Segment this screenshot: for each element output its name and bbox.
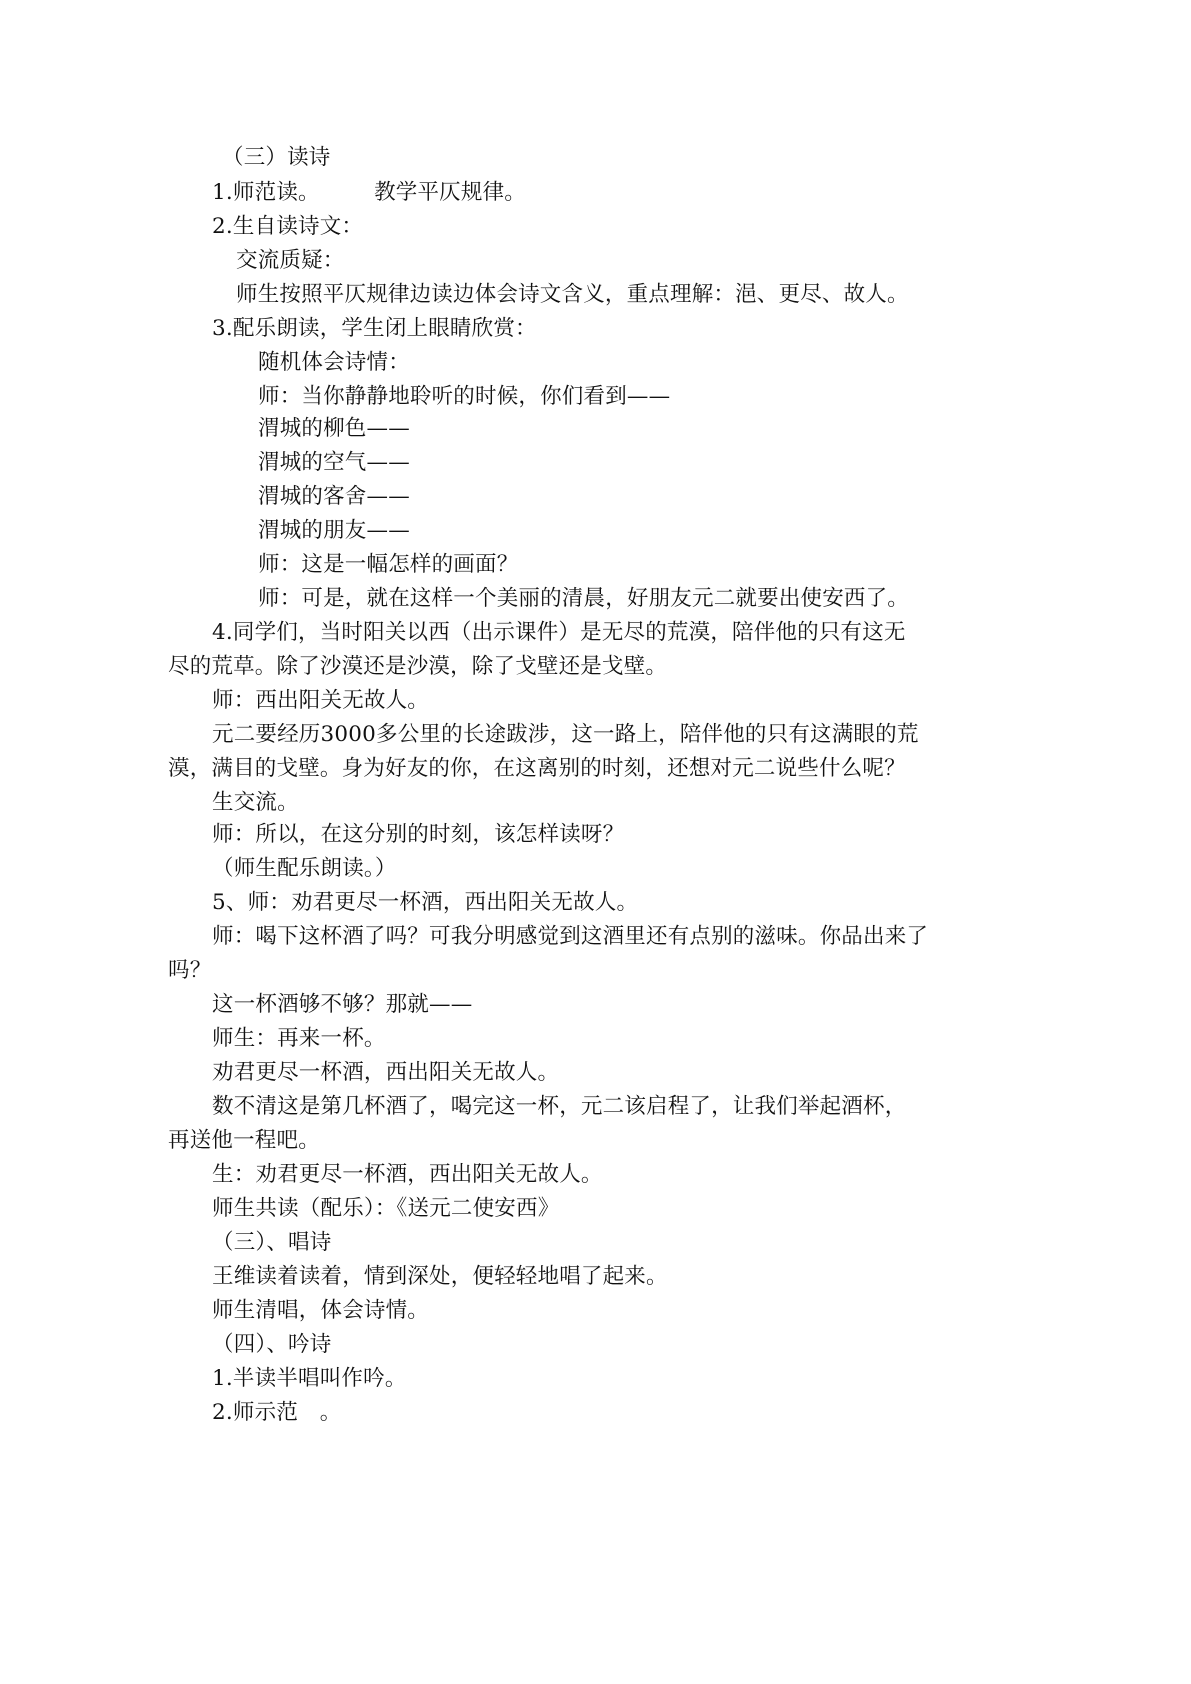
text-line: 尽的荒草。除了沙漠还是沙漠，除了戈壁还是戈壁。 [168, 654, 668, 679]
text-line: 王维读着读着，情到深处，便轻轻地唱了起来。 [212, 1264, 668, 1289]
text-line: 漠，满目的戈壁。身为好友的你，在这离别的时刻，还想对元二说些什么呢？ [168, 756, 906, 781]
text-line: 吗？ [168, 958, 212, 983]
text-line: 师：当你静静地聆听的时候，你们看到—— [258, 384, 671, 409]
text-line: 2.生自读诗文： [212, 214, 364, 239]
section-heading-chant-poem: （四）、吟诗 [212, 1332, 332, 1357]
text-line: 劝君更尽一杯酒，西出阳关无故人。 [212, 1060, 560, 1085]
text-line: 5、师：劝君更尽一杯酒，西出阳关无故人。 [212, 890, 639, 915]
text-line: 师：所以，在这分别的时刻，该怎样读呀？ [212, 822, 625, 847]
text-line: 1.师范读。 教学平仄规律。 [212, 180, 526, 205]
text-line: 元二要经历3000多公里的长途跋涉，这一路上，陪伴他的只有这满眼的荒 [212, 722, 919, 747]
text-line: 师生：再来一杯。 [212, 1026, 386, 1051]
text-line: 师生共读（配乐）：《送元二使安西》 [212, 1196, 560, 1221]
text-line: 师：这是一幅怎样的画面？ [258, 552, 519, 577]
text-line: 随机体会诗情： [258, 350, 410, 375]
section-heading-read-poem: （三）读诗 [222, 145, 331, 170]
text-line: 生：劝君更尽一杯酒，西出阳关无故人。 [212, 1162, 603, 1187]
text-line: 生交流。 [212, 790, 299, 815]
text-line: 师：喝下这杯酒了吗？可我分明感觉到这酒里还有点别的滋味。你品出来了 [212, 924, 929, 949]
text-line: 渭城的空气—— [258, 450, 410, 475]
text-line: 交流质疑： [236, 248, 345, 273]
text-line: 师：可是，就在这样一个美丽的清晨，好朋友元二就要出使安西了。 [258, 586, 910, 611]
text-line: 师生按照平仄规律边读边体会诗文含义，重点理解：浥、更尽、故人。 [236, 282, 909, 307]
text-line: 师：西出阳关无故人。 [212, 688, 430, 713]
text-line: （师生配乐朗读。） [212, 856, 397, 881]
text-line: 4.同学们，当时阳关以西（出示课件）是无尽的荒漠，陪伴他的只有这无 [212, 620, 906, 645]
text-line: 师生清唱，体会诗情。 [212, 1298, 430, 1323]
text-line: 1.半读半唱叫作吟。 [212, 1366, 407, 1391]
section-heading-sing-poem: （三）、唱诗 [212, 1230, 332, 1255]
text-line: 2.师示范 。 [212, 1400, 342, 1425]
text-line: 再送他一程吧。 [168, 1128, 320, 1153]
text-line: 3.配乐朗读，学生闭上眼睛欣赏： [212, 316, 537, 341]
text-line: 渭城的客舍—— [258, 484, 410, 509]
text-line: 渭城的柳色—— [258, 416, 410, 441]
text-line: 这一杯酒够不够？那就—— [212, 992, 473, 1017]
text-line: 数不清这是第几杯酒了，喝完这一杯，元二该启程了，让我们举起酒杯， [212, 1094, 907, 1119]
text-line: 渭城的朋友—— [258, 518, 410, 543]
